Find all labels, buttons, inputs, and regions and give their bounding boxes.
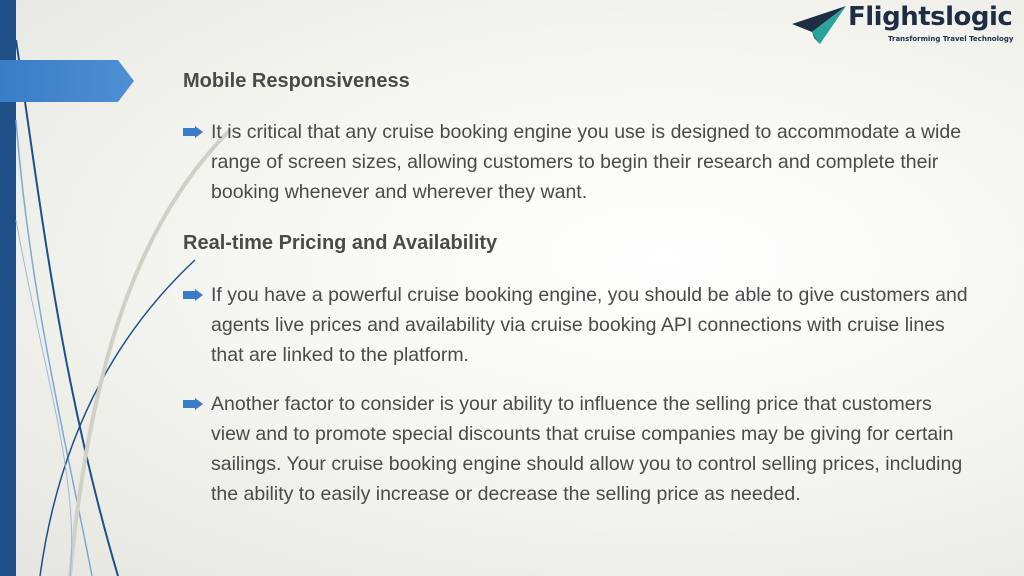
arrow-bullet-icon (183, 398, 203, 410)
bullet-item (183, 389, 973, 509)
logo-name: Flightslogic (848, 2, 1013, 32)
title-arrow-tab (0, 60, 134, 102)
bullet-item (183, 117, 973, 207)
logo-tagline: Transforming Travel Technology (888, 35, 1014, 43)
bullet-item (183, 280, 973, 370)
arrow-bullet-icon (183, 126, 203, 138)
bullet-text: Another factor to consider is your ability to influence the selling price that customers view and to promote special discounts that cruise companies may be giving for certain sailings. Your cruise booking engine should allow you to control selling prices, including the ability to easily increase or decrease the selling price as needed. (211, 393, 963, 505)
arrow-bullet-icon (183, 289, 203, 301)
bullet-text: It is critical that any cruise booking engine you use is designed to accommodate a wide range of screen sizes, allowing customers to begin their research and complete their booking whenever and wherever they want. (211, 121, 962, 203)
heading-realtime-pricing: Real-time Pricing and Availability (183, 232, 498, 254)
heading-mobile-responsiveness: Mobile Responsiveness (183, 70, 410, 92)
paper-plane-icon (790, 4, 848, 48)
flightslogic-logo (790, 2, 1020, 48)
bullet-text: If you have a powerful cruise booking engine, you should be able to give customers and agents live prices and availability via cruise booking API connections with cruise lines that are linked to the platform. (211, 284, 968, 366)
